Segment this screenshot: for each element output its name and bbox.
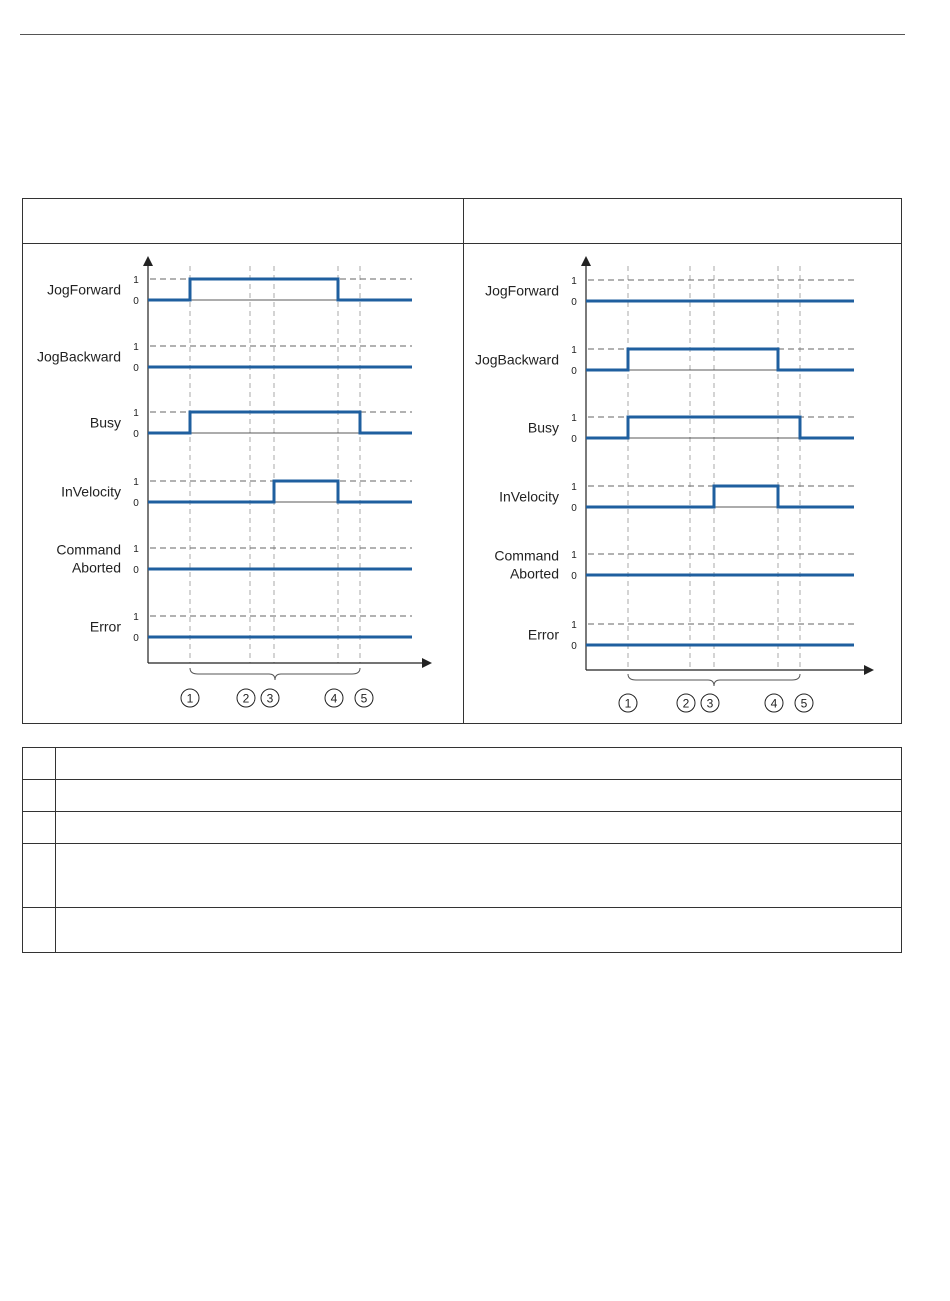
level-1-label: 1 bbox=[571, 276, 577, 287]
x-axis-arrow bbox=[864, 665, 874, 675]
step-marker-label-5: 5 bbox=[800, 696, 808, 711]
step-marker-label-2: 2 bbox=[682, 696, 690, 711]
level-1-label: 1 bbox=[571, 620, 577, 631]
legend-text-cell bbox=[56, 748, 902, 780]
legend-row bbox=[23, 844, 902, 908]
step-marker-label-1: 1 bbox=[186, 691, 194, 706]
signal-name-label: InVelocity bbox=[499, 488, 559, 505]
legend-number-cell bbox=[23, 780, 56, 812]
level-0-label: 0 bbox=[571, 503, 577, 514]
top-rule bbox=[20, 34, 905, 35]
legend-text-cell bbox=[56, 812, 902, 844]
level-0-label: 0 bbox=[133, 565, 139, 576]
signal-waveform bbox=[586, 349, 854, 370]
level-1-label: 1 bbox=[133, 275, 139, 286]
timing-diagram-right-svg bbox=[462, 242, 902, 724]
y-axis-arrow bbox=[143, 256, 153, 266]
signal-name-label: Error bbox=[527, 626, 559, 643]
signal-name-label: JogForward bbox=[47, 281, 121, 298]
signal-name-label: InVelocity bbox=[61, 483, 121, 500]
signal-name-label: Command bbox=[494, 547, 559, 564]
signal-name-label: Command bbox=[56, 541, 121, 558]
signal-waveform bbox=[586, 417, 854, 438]
step-marker-label-4: 4 bbox=[770, 696, 778, 711]
step-marker-label-4: 4 bbox=[330, 691, 338, 706]
time-span-brace bbox=[628, 674, 800, 686]
timing-diagram-left bbox=[22, 242, 462, 724]
signal-waveform bbox=[586, 486, 854, 507]
level-0-label: 0 bbox=[133, 363, 139, 374]
signal-waveform bbox=[148, 412, 412, 433]
signal-name-label: Busy bbox=[527, 419, 559, 436]
legend-row bbox=[23, 748, 902, 780]
legend-row bbox=[23, 780, 902, 812]
step-marker-label-3: 3 bbox=[266, 691, 274, 706]
signal-name-label: Error bbox=[89, 618, 121, 635]
level-0-label: 0 bbox=[133, 633, 139, 644]
y-axis-arrow bbox=[581, 256, 591, 266]
signal-name-label: JogBackward bbox=[36, 348, 121, 365]
level-0-label: 0 bbox=[133, 498, 139, 509]
signal-waveform bbox=[148, 481, 412, 502]
level-0-label: 0 bbox=[133, 296, 139, 307]
legend-text-cell bbox=[56, 780, 902, 812]
level-1-label: 1 bbox=[133, 544, 139, 555]
timing-diagram-left-svg bbox=[22, 242, 462, 724]
legend-number-cell bbox=[23, 908, 56, 953]
level-1-label: 1 bbox=[133, 342, 139, 353]
legend-number-cell bbox=[23, 748, 56, 780]
legend-table bbox=[22, 747, 902, 953]
x-axis-arrow bbox=[422, 658, 432, 668]
level-1-label: 1 bbox=[571, 550, 577, 561]
signal-waveform bbox=[148, 279, 412, 300]
step-marker-label-2: 2 bbox=[242, 691, 250, 706]
signal-name-label: JogBackward bbox=[474, 351, 559, 368]
legend-number-cell bbox=[23, 812, 56, 844]
level-0-label: 0 bbox=[571, 571, 577, 582]
level-1-label: 1 bbox=[571, 482, 577, 493]
timing-diagram-right bbox=[462, 242, 902, 724]
step-marker-label-3: 3 bbox=[706, 696, 714, 711]
step-marker-label-5: 5 bbox=[360, 691, 368, 706]
legend-text-cell bbox=[56, 844, 902, 908]
level-1-label: 1 bbox=[133, 477, 139, 488]
signal-name-label: Aborted bbox=[509, 565, 559, 582]
level-0-label: 0 bbox=[571, 434, 577, 445]
level-0-label: 0 bbox=[133, 429, 139, 440]
time-span-brace bbox=[190, 668, 360, 680]
level-1-label: 1 bbox=[133, 612, 139, 623]
level-1-label: 1 bbox=[571, 413, 577, 424]
level-0-label: 0 bbox=[571, 297, 577, 308]
legend-number-cell bbox=[23, 844, 56, 908]
level-1-label: 1 bbox=[133, 408, 139, 419]
signal-name-label: Busy bbox=[89, 414, 121, 431]
legend-text-cell bbox=[56, 908, 902, 953]
step-marker-label-1: 1 bbox=[624, 696, 632, 711]
legend-row bbox=[23, 812, 902, 844]
level-0-label: 0 bbox=[571, 641, 577, 652]
signal-name-label: JogForward bbox=[485, 282, 559, 299]
legend-row bbox=[23, 908, 902, 953]
level-0-label: 0 bbox=[571, 366, 577, 377]
signal-name-label: Aborted bbox=[71, 559, 121, 576]
level-1-label: 1 bbox=[571, 345, 577, 356]
